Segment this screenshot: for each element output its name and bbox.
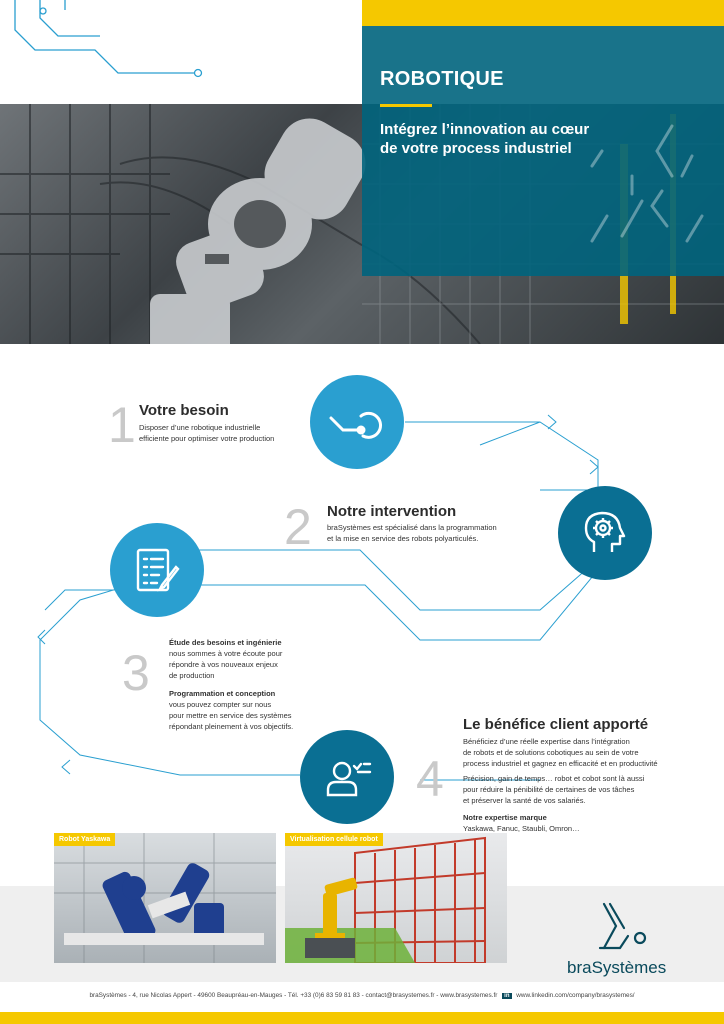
step-3-number: 3	[122, 645, 150, 701]
subtitle-line-1: Intégrez l’innovation au cœur	[380, 121, 590, 138]
step-2-heading: Notre intervention	[327, 503, 457, 520]
linkedin-icon[interactable]: in	[504, 993, 510, 999]
step-3-circle	[110, 523, 204, 617]
page-subtitle	[380, 120, 640, 158]
step-3-block-1-heading: Étude des besoins et ingénierie	[169, 638, 282, 647]
footer-linkedin-link[interactable]: www.linkedin.com/company/brasystemes/	[516, 992, 635, 999]
step-1-line-1: Disposer d’une robotique industrielle	[139, 423, 261, 432]
brand-wordmark: braSystèmes	[567, 958, 667, 977]
photo-label-robot-yaskawa: Robot Yaskawa	[54, 833, 115, 846]
step-1-number: 1	[108, 397, 136, 453]
step-4-para-2-line-2: pour réduire la pénibilité de certaines de vos tâches	[463, 785, 635, 794]
step-3-block-1-line-1: nous sommes à votre écoute pour	[169, 649, 283, 658]
gear-head-icon	[580, 508, 630, 558]
step-1-circle	[310, 375, 404, 469]
step-2-circle	[558, 486, 652, 580]
photo-virtual-cell	[285, 833, 507, 963]
step-3-block-1	[169, 637, 282, 681]
person-talk-icon	[322, 752, 372, 802]
footer-address: braSystèmes - 4, rue Nicolas Appert - 49600 Beaupréau-en-Mauges - Tél. +33 (0)6 83 59 81 83 - contact@brasystemes.fr - www.brasystemes.fr	[89, 992, 498, 999]
expertise-brands: Yaskawa, Fanuc, Staubli, Omron…	[463, 824, 580, 833]
photo-label-virtual-cell: Virtualisation cellule robot	[285, 833, 383, 846]
step-1-text	[139, 422, 274, 444]
checklist-icon	[132, 545, 182, 595]
photo-robot-yaskawa	[54, 833, 276, 963]
footer-contact	[0, 992, 724, 999]
expertise-heading: Notre expertise marque	[463, 813, 547, 822]
top-yellow-band	[362, 0, 724, 26]
step-4-heading: Le bénéfice client apporté	[463, 716, 649, 733]
step-3-block-1-line-3: de production	[169, 671, 215, 680]
step-4-para-2-line-3: et préserver la santé de vos salariés.	[463, 796, 586, 805]
step-2-line-2: et la mise en service des robots polyarticulés.	[327, 534, 479, 543]
step-3-block-2-line-1: vous pouvez compter sur nous	[169, 700, 272, 709]
step-4-para-1	[463, 736, 658, 769]
step-3-block-2	[169, 688, 293, 732]
brasystemes-logo-icon	[596, 900, 656, 955]
subtitle-line-2: de votre process industriel	[380, 140, 572, 157]
step-4-para-1-line-1: Bénéficiez d’une réelle expertise dans l’intégration	[463, 737, 630, 746]
step-1-line-2: efficiente pour optimiser votre production	[139, 434, 275, 443]
title-underline	[380, 104, 432, 107]
circuit-decoration	[0, 0, 362, 104]
step-2-number: 2	[284, 499, 312, 555]
page-title: ROBOTIQUE	[380, 68, 504, 90]
step-1-heading: Votre besoin	[139, 402, 229, 419]
step-3-block-2-heading: Programmation et conception	[169, 689, 276, 698]
step-4-para-2	[463, 773, 644, 806]
step-4-circle	[300, 730, 394, 824]
bottom-yellow-band	[0, 1012, 724, 1024]
step-2-text	[327, 522, 497, 544]
step-3-block-2-line-3: répondant pleinement à vos objectifs.	[169, 722, 294, 731]
step-4-para-1-line-2: de robots et de solutions cobotiques au sein de votre	[463, 748, 639, 757]
step-4-number: 4	[416, 751, 444, 807]
step-4-para-1-line-3: process industriel et gagnez en efficacité et en productivité	[463, 759, 658, 768]
step-4-expertise	[463, 812, 580, 834]
step-2-line-1: braSystèmes est spécialisé dans la programmation	[327, 523, 497, 532]
step-3-block-1-line-2: répondre à vos nouveaux enjeux	[169, 660, 278, 669]
step-3-block-2-line-2: pour mettre en service des systèmes	[169, 711, 292, 720]
robot-arm-icon	[327, 402, 387, 442]
step-4-para-2-line-1: Précision, gain de temps… robot et cobot sont là aussi	[463, 774, 645, 783]
